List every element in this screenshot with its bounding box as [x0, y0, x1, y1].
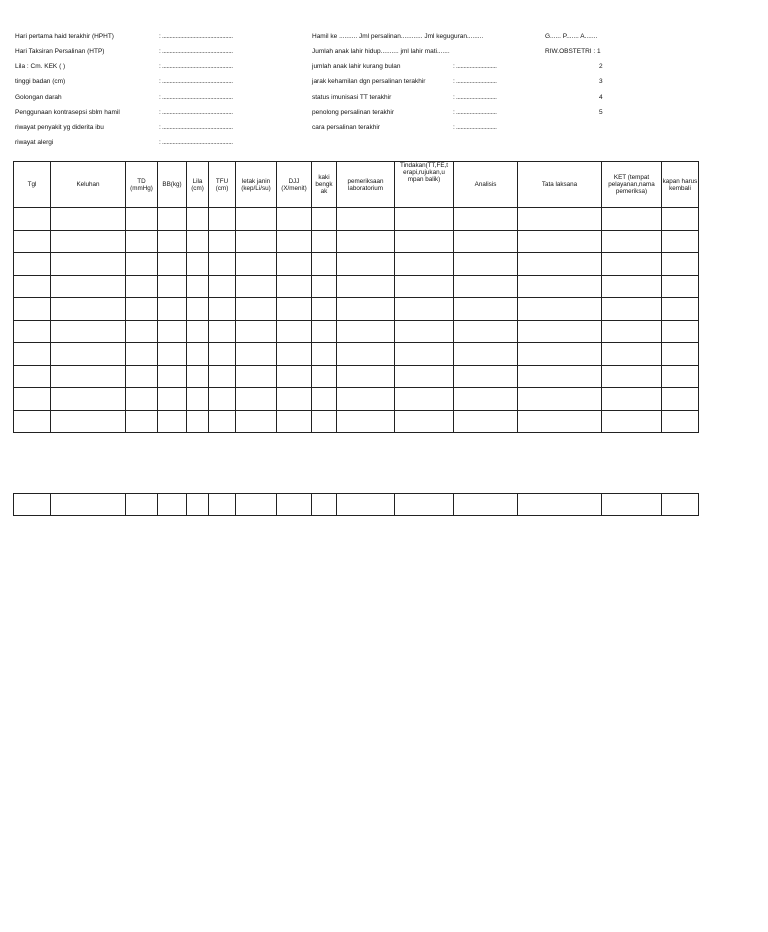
table-cell[interactable] [187, 320, 209, 343]
table-cell[interactable] [395, 298, 454, 321]
table-cell[interactable] [209, 298, 236, 321]
table-cell[interactable] [395, 365, 454, 388]
field-value-dots: : ............................................... [159, 109, 233, 116]
table-cell[interactable] [209, 230, 236, 253]
table-cell[interactable] [312, 410, 337, 433]
table-cell[interactable] [395, 275, 454, 298]
table-cell[interactable] [662, 275, 699, 298]
table-cell[interactable] [51, 494, 126, 516]
table-cell[interactable] [236, 253, 277, 276]
column-header: KET (tempat pelayanan,nama pemeriksa) [602, 162, 662, 208]
table-cell[interactable] [126, 343, 158, 366]
column-header: letak janin (kep/Li/su) [236, 162, 277, 208]
table-cell[interactable] [602, 388, 662, 411]
table-cell[interactable] [602, 494, 662, 516]
table-cell[interactable] [337, 388, 395, 411]
table-cell[interactable] [187, 494, 209, 516]
table-cell[interactable] [158, 320, 187, 343]
table-cell[interactable] [312, 365, 337, 388]
table-cell[interactable] [602, 365, 662, 388]
table-row [14, 208, 699, 231]
table-cell[interactable] [51, 410, 126, 433]
table-row [14, 410, 699, 433]
table-cell[interactable] [14, 253, 51, 276]
table-cell[interactable] [187, 253, 209, 276]
field-value-dots: : ........................... [453, 109, 497, 116]
table-cell[interactable] [209, 365, 236, 388]
table-cell[interactable] [51, 298, 126, 321]
table-cell[interactable] [662, 343, 699, 366]
table-cell[interactable] [454, 230, 518, 253]
table-cell[interactable] [312, 298, 337, 321]
table-cell[interactable] [126, 388, 158, 411]
table-cell[interactable] [337, 320, 395, 343]
column-header: DJJ (X/menit) [277, 162, 312, 208]
table-cell[interactable] [518, 410, 602, 433]
table-cell[interactable] [158, 343, 187, 366]
field-value-dots: : ........................... [453, 78, 497, 85]
column-header: Tata laksana [518, 162, 602, 208]
column-header: kapan harus kembali [662, 162, 699, 208]
table-cell[interactable] [312, 208, 337, 231]
table-cell[interactable] [14, 494, 51, 516]
table-cell[interactable] [312, 230, 337, 253]
table-cell[interactable] [187, 275, 209, 298]
table-cell[interactable] [662, 320, 699, 343]
table-cell[interactable] [277, 343, 312, 366]
table-cell[interactable] [602, 253, 662, 276]
table-cell[interactable] [236, 343, 277, 366]
table-cell[interactable] [454, 275, 518, 298]
table-cell[interactable] [277, 298, 312, 321]
field-label: Golongan darah [15, 94, 62, 101]
table-cell[interactable] [518, 253, 602, 276]
table-cell[interactable] [602, 343, 662, 366]
table-cell[interactable] [518, 343, 602, 366]
table-cell[interactable] [187, 365, 209, 388]
table-cell[interactable] [454, 365, 518, 388]
table-cell[interactable] [236, 298, 277, 321]
table-cell[interactable] [158, 253, 187, 276]
obstetric-history-number: 3 [599, 78, 603, 85]
table-cell[interactable] [518, 298, 602, 321]
table-cell[interactable] [312, 388, 337, 411]
riwayat-obstetri-label: RIW.OBSTETRI : 1 [545, 48, 601, 55]
table-cell[interactable] [14, 230, 51, 253]
table-row [14, 388, 699, 411]
table-cell[interactable] [277, 208, 312, 231]
table-cell[interactable] [395, 208, 454, 231]
continuation-table [13, 493, 699, 516]
antenatal-visit-table [13, 161, 699, 433]
field-label: jumlah anak lahir kurang bulan [312, 63, 401, 70]
column-header: Keluhan [51, 162, 126, 208]
table-cell[interactable] [209, 494, 236, 516]
table-cell[interactable] [187, 388, 209, 411]
table-cell[interactable] [277, 494, 312, 516]
table-cell[interactable] [277, 275, 312, 298]
obstetric-history-number: 4 [599, 94, 603, 101]
table-cell[interactable] [236, 275, 277, 298]
field-value-dots: : ............................................... [159, 78, 233, 85]
table-cell[interactable] [454, 298, 518, 321]
table-cell[interactable] [312, 253, 337, 276]
field-label: riwayat penyakit yg diderita ibu [15, 124, 104, 131]
table-cell[interactable] [126, 494, 158, 516]
table-cell[interactable] [312, 343, 337, 366]
table-cell[interactable] [602, 298, 662, 321]
table-cell[interactable] [454, 494, 518, 516]
table-cell[interactable] [395, 388, 454, 411]
table-cell[interactable] [395, 343, 454, 366]
table-cell[interactable] [158, 230, 187, 253]
table-cell[interactable] [277, 230, 312, 253]
field-label: Jumlah anak lahir hidup.......... jml lahir mati....... [312, 48, 450, 55]
table-cell[interactable] [236, 494, 277, 516]
table-cell[interactable] [337, 253, 395, 276]
column-header: Lila (cm) [187, 162, 209, 208]
table-cell[interactable] [14, 320, 51, 343]
table-cell[interactable] [337, 208, 395, 231]
field-label: jarak kehamilan dgn persalinan terakhir [312, 78, 426, 85]
table-cell[interactable] [51, 275, 126, 298]
table-cell[interactable] [662, 388, 699, 411]
field-value-dots: : ............................................... [159, 124, 233, 131]
table-cell[interactable] [158, 365, 187, 388]
table-cell[interactable] [158, 298, 187, 321]
table-cell[interactable] [158, 275, 187, 298]
table-cell[interactable] [518, 388, 602, 411]
obstetric-history-number: 2 [599, 63, 603, 70]
field-label: cara persalinan terakhir [312, 124, 380, 131]
table-cell[interactable] [395, 230, 454, 253]
table-cell[interactable] [337, 410, 395, 433]
table-cell[interactable] [187, 230, 209, 253]
table-cell[interactable] [662, 298, 699, 321]
table-cell[interactable] [209, 275, 236, 298]
field-value-dots: : ............................................... [159, 33, 233, 40]
table-cell[interactable] [518, 365, 602, 388]
table-cell[interactable] [187, 343, 209, 366]
table-cell[interactable] [126, 298, 158, 321]
table-cell[interactable] [158, 208, 187, 231]
table-cell[interactable] [602, 410, 662, 433]
field-value-dots: : ........................... [453, 94, 497, 101]
table-cell[interactable] [337, 298, 395, 321]
table-cell[interactable] [51, 343, 126, 366]
table-cell[interactable] [518, 494, 602, 516]
column-header: TD (mmHg) [126, 162, 158, 208]
table-cell[interactable] [51, 208, 126, 231]
table-cell[interactable] [236, 230, 277, 253]
table-cell[interactable] [454, 410, 518, 433]
table-cell[interactable] [395, 410, 454, 433]
table-cell[interactable] [126, 253, 158, 276]
table-cell[interactable] [454, 208, 518, 231]
table-cell[interactable] [158, 410, 187, 433]
table-cell[interactable] [14, 298, 51, 321]
field-label: status imunisasi TT terakhir [312, 94, 392, 101]
table-cell[interactable] [662, 253, 699, 276]
table-cell[interactable] [14, 343, 51, 366]
table-cell[interactable] [126, 365, 158, 388]
table-cell[interactable] [662, 494, 699, 516]
table-cell[interactable] [236, 320, 277, 343]
column-header: TFU (cm) [209, 162, 236, 208]
field-label: Hari pertama haid terakhir (HPHT) [15, 33, 114, 40]
table-cell[interactable] [126, 410, 158, 433]
table-row [14, 343, 699, 366]
table-cell[interactable] [209, 343, 236, 366]
table-cell[interactable] [277, 388, 312, 411]
table-cell[interactable] [277, 410, 312, 433]
field-label: Penggunaan kontrasepsi sblm hamil [15, 109, 120, 116]
field-value-dots: : ............................................... [159, 139, 233, 146]
table-cell[interactable] [602, 320, 662, 343]
table-cell[interactable] [209, 253, 236, 276]
table-cell[interactable] [337, 365, 395, 388]
table-cell[interactable] [51, 320, 126, 343]
table-cell[interactable] [236, 388, 277, 411]
column-header: Analisis [454, 162, 518, 208]
column-header: BB(kg) [158, 162, 187, 208]
table-cell[interactable] [14, 410, 51, 433]
table-cell[interactable] [602, 230, 662, 253]
field-label: riwayat alergi [15, 139, 54, 146]
table-cell[interactable] [14, 208, 51, 231]
field-value-dots: : ........................... [453, 124, 497, 131]
table-cell[interactable] [236, 208, 277, 231]
table-cell[interactable] [602, 275, 662, 298]
table-cell[interactable] [395, 320, 454, 343]
field-label: Hamil ke .......... Jml persalinan............ Jml keguguran......... [312, 33, 484, 40]
field-label: penolong persalinan terakhir [312, 109, 395, 116]
table-cell[interactable] [312, 275, 337, 298]
column-header: Tgl [14, 162, 51, 208]
table-cell[interactable] [126, 208, 158, 231]
table-cell[interactable] [662, 208, 699, 231]
table-cell[interactable] [187, 208, 209, 231]
table-cell[interactable] [337, 343, 395, 366]
table-cell[interactable] [662, 365, 699, 388]
table-row [14, 365, 699, 388]
table-cell[interactable] [395, 253, 454, 276]
table-row [14, 275, 699, 298]
table-cell[interactable] [126, 275, 158, 298]
table-cell[interactable] [158, 388, 187, 411]
table-cell[interactable] [518, 275, 602, 298]
table-cell[interactable] [602, 208, 662, 231]
column-header: Tindakan(TT,FE,t erapi,rujukan,u mpan balik) [395, 162, 454, 208]
field-value-dots: : ............................................... [159, 94, 233, 101]
table-cell[interactable] [209, 410, 236, 433]
table-cell[interactable] [14, 275, 51, 298]
field-label: tinggi badan (cm) [15, 78, 66, 85]
table-cell[interactable] [209, 320, 236, 343]
table-cell[interactable] [518, 320, 602, 343]
table-cell[interactable] [454, 320, 518, 343]
table-row [14, 298, 699, 321]
table-cell[interactable] [337, 230, 395, 253]
field-value-dots: : ............................................... [159, 48, 233, 55]
table-cell[interactable] [236, 410, 277, 433]
table-row [14, 494, 699, 516]
table-cell[interactable] [662, 410, 699, 433]
field-value-dots: : ........................... [453, 63, 497, 70]
table-cell[interactable] [158, 494, 187, 516]
table-cell[interactable] [126, 230, 158, 253]
table-cell[interactable] [312, 494, 337, 516]
column-header: kaki bengk ak [312, 162, 337, 208]
table-row [14, 253, 699, 276]
table-cell[interactable] [126, 320, 158, 343]
table-cell[interactable] [337, 494, 395, 516]
table-cell[interactable] [14, 388, 51, 411]
table-cell[interactable] [187, 410, 209, 433]
table-cell[interactable] [454, 253, 518, 276]
table-cell[interactable] [454, 388, 518, 411]
table-cell[interactable] [518, 230, 602, 253]
table-cell[interactable] [51, 388, 126, 411]
field-value-dots: : ............................................... [159, 63, 233, 70]
table-cell[interactable] [51, 365, 126, 388]
table-header-row [14, 162, 699, 208]
column-header: pemeriksaan laboratorium [337, 162, 395, 208]
table-cell[interactable] [662, 230, 699, 253]
table-cell[interactable] [454, 343, 518, 366]
obstetric-history-number: 5 [599, 109, 603, 116]
table-cell[interactable] [518, 208, 602, 231]
table-cell[interactable] [277, 253, 312, 276]
table-cell[interactable] [395, 494, 454, 516]
table-cell[interactable] [312, 320, 337, 343]
table-cell[interactable] [277, 320, 312, 343]
table-row [14, 320, 699, 343]
table-cell[interactable] [277, 365, 312, 388]
table-cell[interactable] [209, 208, 236, 231]
table-cell[interactable] [14, 365, 51, 388]
table-cell[interactable] [187, 298, 209, 321]
field-label: Hari Taksiran Persalinan (HTP) [15, 48, 105, 55]
table-cell[interactable] [337, 275, 395, 298]
gpa-field: G...... P....... A....... [545, 33, 598, 40]
table-row [14, 230, 699, 253]
table-cell[interactable] [51, 230, 126, 253]
field-label: Lila : Cm. KEK ( ) [15, 63, 66, 70]
table-cell[interactable] [236, 365, 277, 388]
table-cell[interactable] [209, 388, 236, 411]
table-cell[interactable] [51, 253, 126, 276]
